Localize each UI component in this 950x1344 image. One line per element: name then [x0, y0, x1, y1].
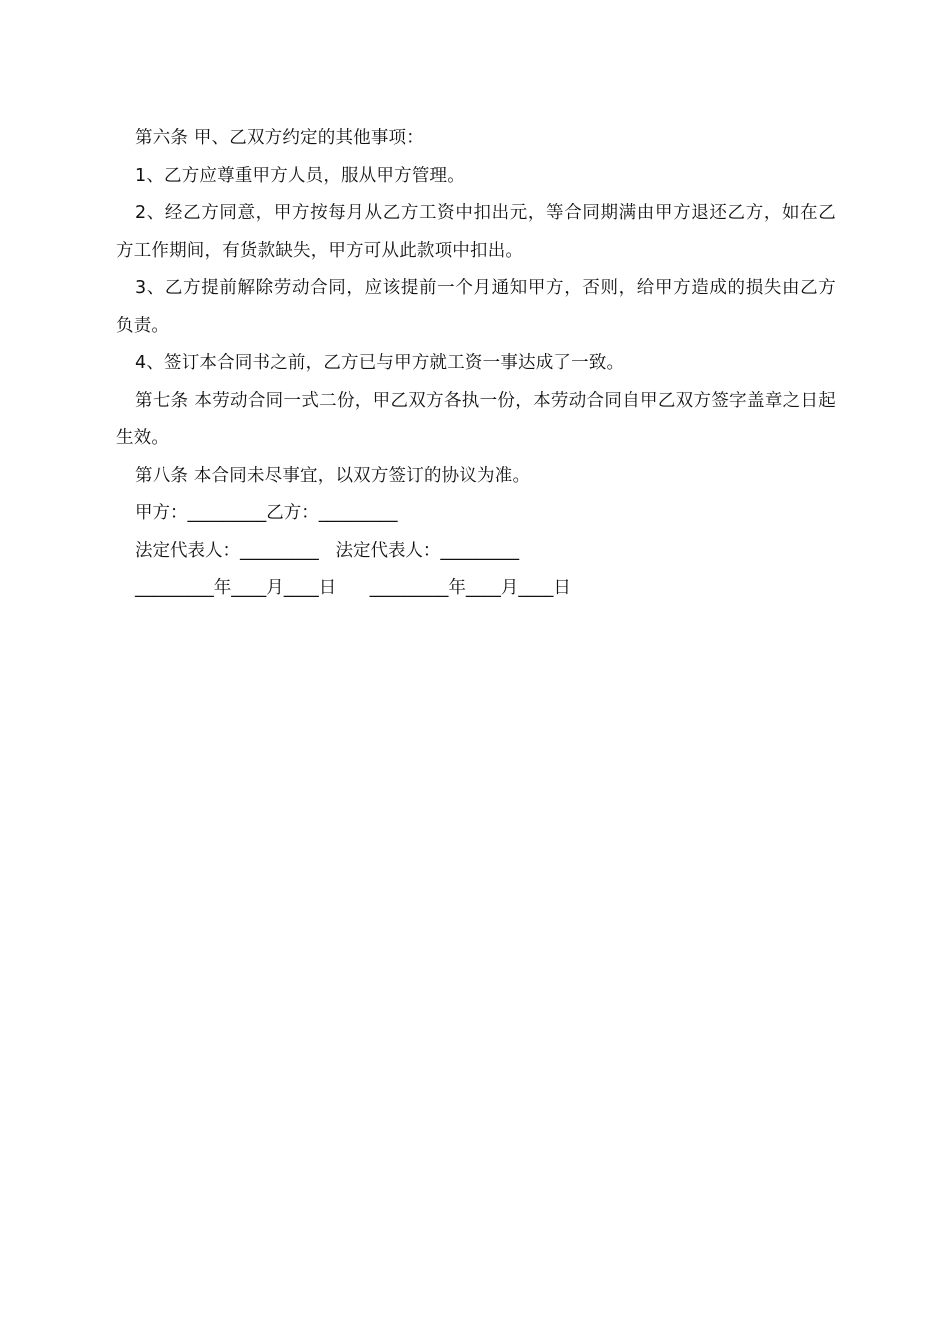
signature-dates-line: _________年____月____日 _________年____月____日	[135, 578, 571, 598]
clause-six-item-4: 4、签订本合同书之前，乙方已与甲方就工资一事达成了一致。	[135, 353, 625, 373]
signature-representatives-line: 法定代表人：_________ 法定代表人：_________	[135, 540, 520, 561]
clause-six-item-3: 3、乙方提前解除劳动合同，应该提前一个月通知甲方，否则，给甲方造成的损失由乙方负责。	[116, 278, 836, 336]
signature-parties-line: 甲方：_________乙方：_________	[135, 503, 398, 523]
document-body	[116, 120, 836, 608]
clause-eight: 第八条 本合同未尽事宜，以双方签订的协议为准。	[135, 465, 531, 486]
clause-seven: 第七条 本劳动合同一式二份，甲乙双方各执一份，本劳动合同自甲乙双方签字盖章之日起生效。	[116, 390, 836, 448]
clause-six-heading: 第六条 甲、乙双方约定的其他事项：	[135, 128, 424, 148]
clause-six-item-2: 2、经乙方同意，甲方按每月从乙方工资中扣出元，等合同期满由甲方退还乙方，如在乙方工作期间，有货款缺失，甲方可从此款项中扣出。	[116, 203, 836, 261]
clause-six-item-1: 1、乙方应尊重甲方人员，服从甲方管理。	[135, 165, 465, 186]
